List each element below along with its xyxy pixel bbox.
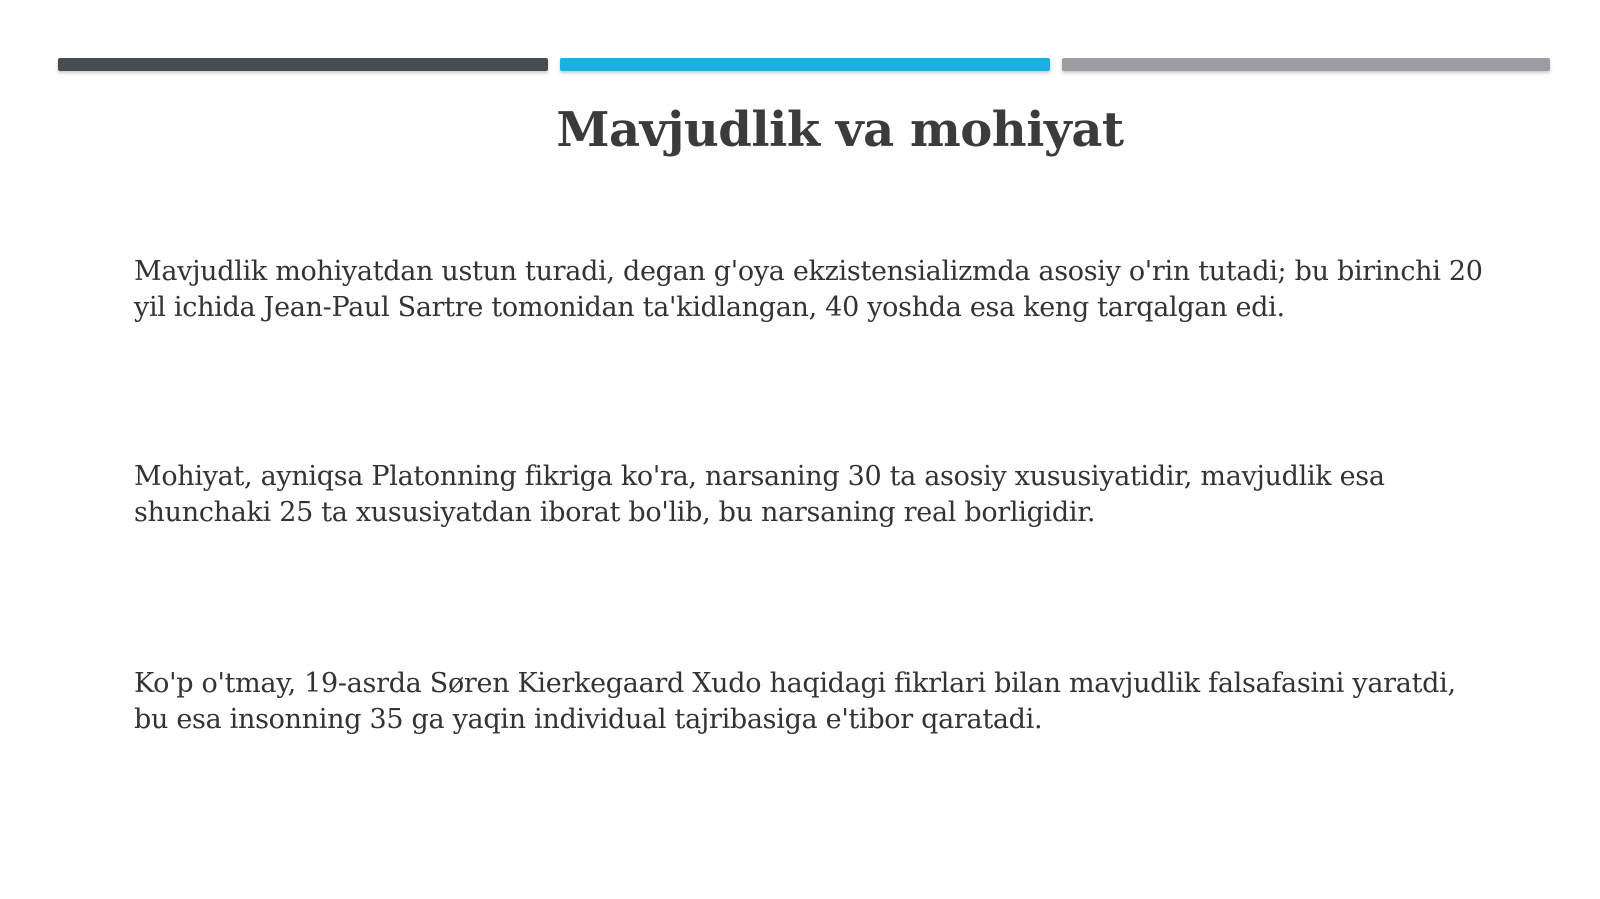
slide-title: Mavjudlik va mohiyat <box>556 102 1124 158</box>
accent-bar-gray <box>1062 58 1550 71</box>
paragraph-existence-precedes-essence: Mavjudlik mohiyatdan ustun turadi, degan g'oya ekzistensializmda asosiy o'rin tutadi; bu birinchi 20 yil ichida Jean-Paul Sartre tomonidan ta'kidlangan, 40 yoshda esa keng tarqalgan edi. <box>134 256 1483 323</box>
paragraph-essence-plato: Mohiyat, ayniqsa Platonning fikriga ko'ra, narsaning 30 ta asosiy xususiyatidir, mavjudlik esa shunchaki 25 ta xususiyatdan iborat bo'lib, bu narsaning real borligidir. <box>134 461 1385 528</box>
accent-bar-blue <box>560 58 1050 71</box>
header-accent-bars <box>58 58 1550 74</box>
paragraph-kierkegaard: Ko'p o'tmay, 19-asrda Søren Kierkegaard Xudo haqidagi fikrlari bilan mavjudlik falsafasini yaratdi, bu esa insonning 35 ga yaqin individual tajribasiga e'tibor qaratadi. <box>134 668 1456 735</box>
accent-bar-dark <box>58 58 548 71</box>
